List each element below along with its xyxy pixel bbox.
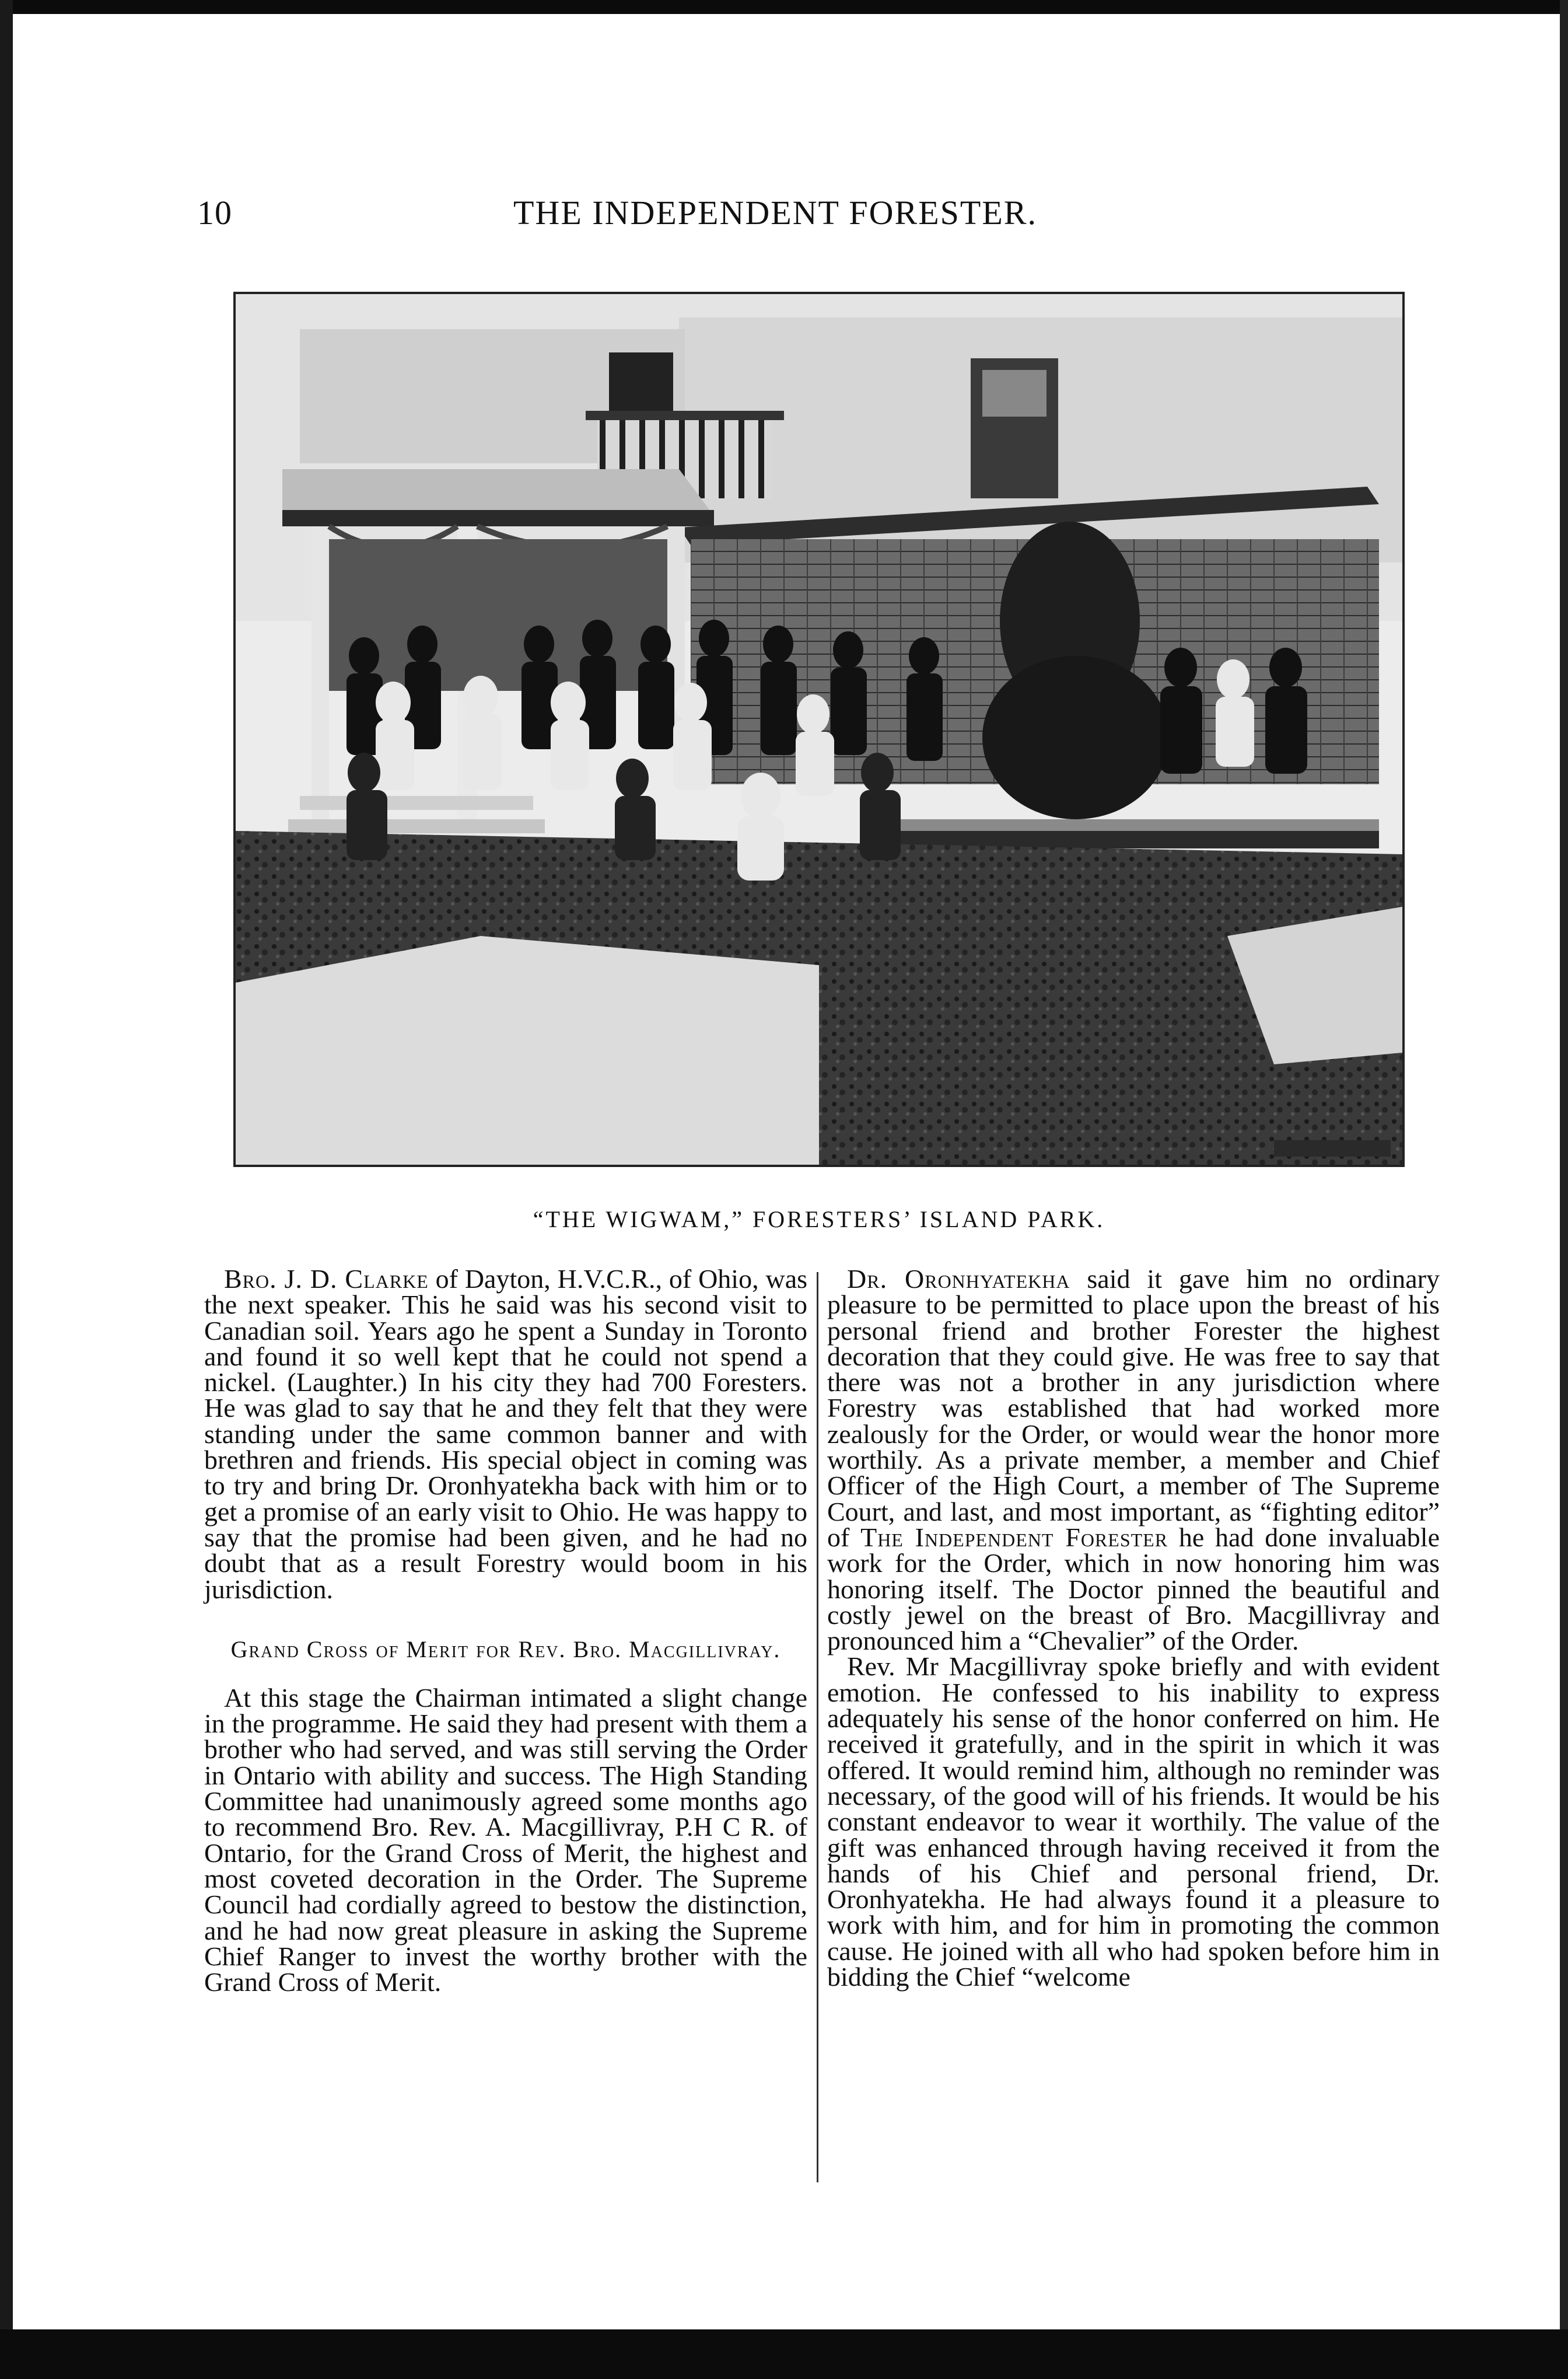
oronhyatekha-paragraph: [827, 1266, 1440, 1654]
macgillivray-paragraph: Rev. Mr Macgillivray spoke briefly and with evident emotion. He confessed to his inability to express adequately his sense of the honor conferred on him. He received it gratefully, and in the spirit in which it was offered. It would remind him, although no reminder was necessary, of the good will of his friends. It would be his constant endeavor to wear it worthily. The value of the gift was enhanced through having received it from the hands of his Chief and personal friend, Dr. Oronhyatekha. He had always found it a pleasure to work with him, and for him in promoting the common cause. He joined with all who had spoken before him in bidding the Chief “welcome: [827, 1651, 1440, 1992]
right-column: [827, 1266, 1440, 1990]
scan-edge-bottom: [0, 2329, 1568, 2379]
page-number: 10: [197, 194, 232, 232]
chairman-paragraph: At this stage the Chairman intimated a slight change in the programme. He said they had present with them a brother who had served, and was still serving the Order in Ontario with ability and success. The High Standing Committee had unanimously agreed some months ago to recommend Bro. Rev. A. Macgillivray, P.H C R. of Ontario, for the Grand Cross of Merit, the highest and most coveted decoration in the Order. The Supreme Council had cordially agreed to bestow the distinction, and he had now great pleasure in asking the Supreme Chief Ranger to invest the worthy brother with the Grand Cross of Merit.: [204, 1682, 807, 1997]
clarke-paragraph-text: of Dayton, H.V.C.R., of Ohio, was the next speaker. This he said was his second visit to Canadian soil. Years ago he spent a Sunday in Toronto and found it so well kept that he could not spend a nickel. (Laughter.) In his city they had 700 Foresters. He was glad to say that he and they felt that they were standing under the same common banner and with brethren and friends. His special object in coming was to try and bring Dr. Oronhyatekha back with him or to get a promise of an early visit to Ohio. He was happy to say that the promise had been given, and he had no doubt that as a result Forestry would boom in his jurisdiction.: [204, 1264, 808, 1604]
running-title: THE INDEPENDENT FORESTER.: [513, 194, 1037, 232]
scan-edge-right: [1560, 0, 1568, 2379]
oronhyatekha-text-part1: said it gave him no ordinary pleasure to be permitted to place upon the breast of his personal friend and brother Forester the highest decoration that they could give. He was free to say that there was not a brother in any jurisdiction where Forestry was established that had worked more zealously for the Order, or would wear the honor more worthily. As a private member, a member and Chief Officer of the High Court, a member of The Supreme Court, and last, and most important, as “fighting editor” of: [827, 1264, 1440, 1552]
newspaper-title: The Independent Forester: [860, 1522, 1168, 1552]
column-rule: [817, 1272, 818, 2182]
figure-caption: “THE WIGWAM,” FORESTERS’ ISLAND PARK.: [533, 1206, 1105, 1232]
wigwam-photograph: [233, 292, 1405, 1167]
clarke-paragraph: [204, 1266, 807, 1602]
speaker-name-oronhyatekha: Dr. Oronhyatekha: [847, 1264, 1070, 1294]
scan-edge-top: [0, 0, 1568, 14]
photograph-illustration: [236, 294, 1402, 1165]
section-heading-grand-cross: Grand Cross of Merit for Rev. Bro. Macgillivray.: [230, 1636, 781, 1662]
speaker-name-clarke: Bro. J. D. Clarke: [224, 1264, 429, 1294]
oronhyatekha-text-part2: he had done invaluable work for the Order, which in now honoring him was honoring itself. The Doctor pinned the beautiful and costly jewel on the breast of Bro. Macgillivray and pronounced him a “Chevalier” of the Order.: [827, 1522, 1440, 1656]
scan-edge-left: [0, 0, 13, 2379]
left-column: [204, 1266, 807, 1995]
